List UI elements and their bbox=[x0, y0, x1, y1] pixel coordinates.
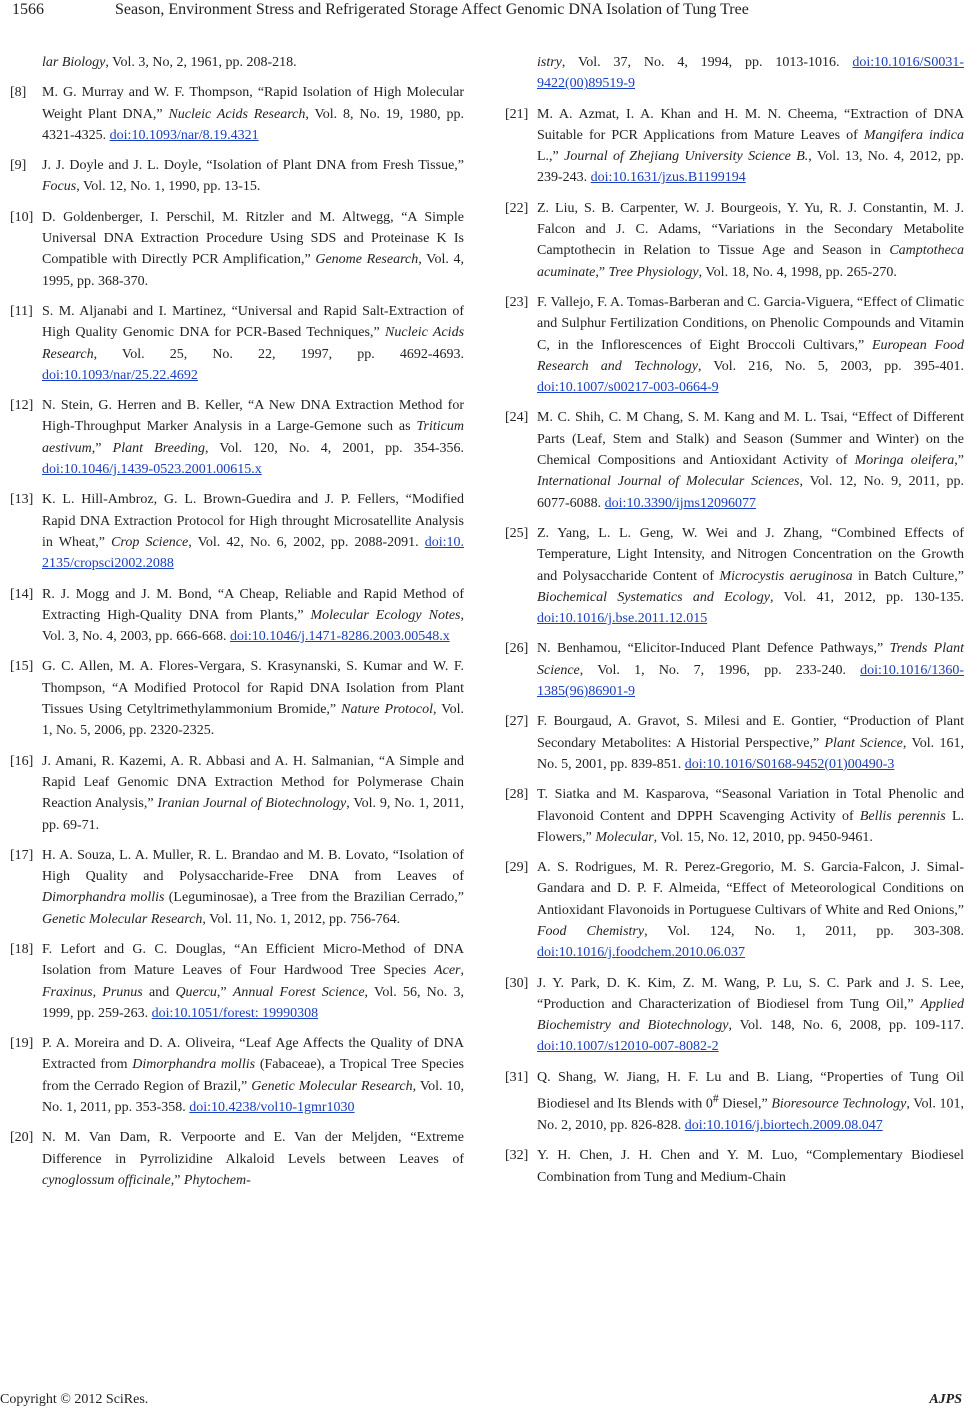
italic-text: Molecular Ecology Notes bbox=[310, 607, 461, 623]
running-title: Season, Environment Stress and Refrigerated Storage Affect Genomic DNA Isolation of Tung Tree bbox=[115, 1, 749, 18]
reference-text: , Vol. 9, No. 1, 2011, pp. 69-71. bbox=[42, 796, 464, 833]
reference-number: [32] bbox=[505, 1148, 529, 1164]
italic-text: Nucleic Acids Research bbox=[42, 325, 465, 362]
doi-link[interactable]: doi:10.1046/j.1439-0523.2001.00615.x bbox=[42, 462, 262, 478]
doi-link[interactable]: doi:10.1046/j.1471-8286.2003.00548.x bbox=[229, 629, 450, 645]
reference-text: , Vol. 161, No. 5, 2001, pp. 839-851. bbox=[537, 735, 964, 772]
doi-link[interactable]: doi:10.1016/j.bse.2011.12.015 bbox=[537, 611, 708, 627]
reference-entry bbox=[10, 1033, 464, 1118]
doi-link[interactable]: doi:10.1093/nar/25.22.4692 bbox=[42, 367, 198, 383]
reference-text: H. A. Souza, L. A. Muller, R. L. Brandao and M. B. Lovato, “Isolation of High Quality and Polysaccharide-Free DNA from Leaves of bbox=[42, 847, 464, 885]
doi-link[interactable]: doi:10.3390/ijms12096077 bbox=[604, 495, 756, 511]
reference-number: [29] bbox=[505, 860, 529, 876]
reference-entry bbox=[10, 584, 464, 648]
reference-entry bbox=[505, 973, 964, 1058]
reference-text: S. M. Aljanabi and I. Martinez, “Universal and Rapid Salt-Extraction of High Quality Genomic DNA for PCR-Based Techniques,” bbox=[42, 303, 464, 341]
reference-entry bbox=[505, 1067, 964, 1137]
reference-entry bbox=[10, 939, 464, 1024]
italic-text: International Journal of Molecular Sciences bbox=[537, 474, 800, 490]
italic-text: cynoglossum officinale bbox=[42, 1172, 171, 1188]
reference-entry bbox=[505, 857, 964, 963]
reference-text: , Vol. 1, No. 7, 1996, pp. 233-240. bbox=[579, 662, 861, 678]
reference-entry bbox=[10, 656, 464, 741]
reference-entry bbox=[10, 207, 464, 292]
italic-text: Plant Breeding bbox=[112, 440, 205, 456]
italic-text: Genome Research bbox=[315, 252, 419, 268]
reference-text: D. Goldenberger, I. Perschil, M. Ritzler and M. Altwegg, “A Simple Universal DNA Extraction Procedure Using SDS and Proteinase K Is Compatible with Directly PCR Amplification,” bbox=[42, 209, 464, 268]
reference-text: Q. Shang, W. Jiang, H. F. Lu and B. Liang, “Properties of Tung Oil Biodiesel and Its Blends with 0 bbox=[537, 1069, 964, 1112]
reference-text: P. A. Moreira and D. A. Oliveira, “Leaf Age Affects the Quality of DNA Extracted from bbox=[42, 1036, 464, 1073]
italic-text: lar Biology bbox=[42, 55, 106, 70]
italic-text: Applied Biochemistry and Biotechnology bbox=[537, 996, 964, 1034]
reference-text: , Vol. 41, 2012, pp. 130-135. bbox=[770, 589, 964, 605]
doi-link[interactable]: doi:10.1051/forest: 19990308 bbox=[151, 1005, 319, 1021]
reference-text: ,” bbox=[216, 984, 233, 1000]
reference-text: G. C. Allen, M. A. Flores-Vergara, S. Krasynanski, S. Kumar and W. F. Thompson, “A Modified Protocol for Rapid DNA Isolation from Plant Tissues Using Cetyltrimethylammonium Bromide,” bbox=[42, 659, 464, 718]
reference-text: , Vol. 101, No. 2, 2010, pp. 826-828. bbox=[537, 1096, 964, 1134]
reference-text: Y. H. Chen, J. H. Chen and Y. M. Luo, “Complementary Biodiesel Combination from Tung and Medium-Chain bbox=[537, 1148, 964, 1185]
reference-text: Z. Yang, L. L. Geng, W. Wei and J. Zhang, “Combined Effects of Temperature, Light Intensity, and Nitrogen Concentration on the Growth and Polysaccharide Content of bbox=[537, 525, 964, 584]
reference-number: [20] bbox=[10, 1130, 34, 1146]
italic-text: Mangifera indica bbox=[863, 127, 964, 143]
doi-link[interactable]: doi:10.1016/1360-1385(96)86901-9 bbox=[537, 662, 964, 700]
reference-number: [15] bbox=[10, 659, 34, 675]
doi-link[interactable]: doi:10.1007/s00217-003-0664-9 bbox=[537, 380, 719, 396]
reference-entry bbox=[10, 52, 464, 73]
reference-text: N. Stein, G. Herren and B. Keller, “A New DNA Extraction Method for High-Throughput Marker Analysis in a Large-Gemone such as bbox=[42, 398, 464, 435]
reference-text: in Batch Culture,” bbox=[852, 568, 964, 584]
doi-link[interactable]: doi:10.1016/j.foodchem.2010.06.037 bbox=[537, 945, 746, 961]
reference-text: , Vol. 216, No. 5, 2003, pp. 395-401. bbox=[697, 358, 964, 374]
reference-entry bbox=[10, 155, 464, 198]
reference-text: , Vol. 25, No. 22, 1997, pp. 4692-4693. bbox=[93, 346, 464, 362]
reference-entry bbox=[505, 52, 964, 95]
reference-number: [18] bbox=[10, 941, 34, 957]
italic-text: Acer bbox=[434, 963, 461, 979]
reference-text: N. Benhamou, “Elicitor-Induced Plant Defence Pathways,” bbox=[537, 641, 890, 657]
reference-text: F. Vallejo, F. A. Tomas-Barberan and C. Garcia-Viguera, “Effect of Climatic and Sulphur Fertilization Conditions, on Phenolic Compounds and Vitamin C, in the Inflorescences of Eight Broccoli Cultivars,” bbox=[537, 294, 964, 353]
reference-text: (Fabaceae), a Tropical Tree Species from the Cerrado Region of Brazil,” bbox=[42, 1057, 464, 1094]
reference-text: M. C. Shih, C. M Chang, S. M. Kang and M. L. Tsai, “Effect of Different Parts (Leaf, Stem and Stalk) and Season (Summer and Winter) on the Chemical Compositions and Antioxidant Activity of bbox=[537, 410, 964, 469]
reference-text: , Vol. 15, No. 12, 2010, pp. 9450-9461. bbox=[653, 829, 873, 845]
italic-text: Food Chemistry bbox=[537, 923, 645, 939]
reference-text: , Vol. 3, No, 2, 1961, pp. 208-218. bbox=[105, 55, 297, 70]
reference-entry bbox=[505, 198, 964, 283]
reference-number: [22] bbox=[505, 200, 529, 216]
reference-number: [16] bbox=[10, 753, 34, 769]
reference-text: Z. Liu, S. B. Carpenter, W. J. Bourgeois, Y. Yu, R. J. Constantin, M. J. Falcon and J. C. Adams, “Variations in the Secondary Metabolite Camptothecin in Relation to Tissue Age and Season in bbox=[537, 200, 964, 259]
reference-entry bbox=[10, 1127, 464, 1191]
reference-number: [31] bbox=[505, 1069, 529, 1085]
reference-entry bbox=[10, 845, 464, 930]
reference-number: [19] bbox=[10, 1036, 34, 1052]
reference-text: N. M. Van Dam, R. Verpoorte and E. Van der Meljden, “Extreme Difference in Pyrrolizidine Alkaloid Levels between Leaves of bbox=[42, 1130, 464, 1167]
italic-text: European Food Research and Technology bbox=[537, 337, 965, 374]
reference-entry bbox=[505, 638, 964, 702]
superscript: # bbox=[712, 1092, 719, 1106]
copyright-notice: Copyright © 2012 SciRes. bbox=[0, 1392, 149, 1407]
reference-number: [11] bbox=[10, 303, 33, 319]
references-right-column bbox=[505, 52, 964, 1188]
reference-text: ,” bbox=[954, 453, 964, 469]
reference-text: , Vol. 8, No. 19, 1980, pp. 4321-4325. bbox=[42, 106, 465, 143]
journal-abbreviation: AJPS bbox=[929, 1392, 962, 1407]
reference-entry bbox=[505, 407, 964, 513]
italic-text: Genetic Molecular Research bbox=[42, 911, 203, 927]
reference-text: , Vol. 13, No. 4, 2012, pp. 239-243. bbox=[537, 149, 964, 186]
reference-entry bbox=[10, 82, 464, 146]
reference-text: J. Amani, R. Kazemi, A. R. Abbasi and A. H. Salmanian, “A Simple and Rapid Leaf Genomic DNA Extraction Method for Polymerase Chain Reaction Analysis,” bbox=[42, 753, 464, 812]
italic-text: Microcystis aeruginosa bbox=[719, 568, 853, 584]
reference-entry bbox=[505, 292, 964, 398]
reference-number: [30] bbox=[505, 975, 529, 991]
reference-text: , Vol. 37, No. 4, 1994, pp. 1013-1016. bbox=[561, 55, 853, 70]
page-footer bbox=[0, 1392, 968, 1414]
italic-text: Camptotheca acuminate bbox=[537, 243, 964, 280]
reference-text: , Vol. 4, 1995, pp. 368-370. bbox=[42, 252, 465, 289]
italic-text: Plant Science bbox=[824, 735, 903, 751]
reference-number: [10] bbox=[10, 209, 34, 225]
italic-text: Focus bbox=[42, 179, 77, 195]
italic-text: Phytochem- bbox=[183, 1172, 251, 1188]
reference-text: , Vol. 3, No. 4, 2003, pp. 666-668. bbox=[42, 607, 465, 645]
italic-text: Journal of Zhejiang University Science B. bbox=[564, 149, 809, 165]
reference-text: L. Flowers,” bbox=[537, 808, 964, 845]
reference-number: [27] bbox=[505, 714, 529, 730]
italic-text: Prunus bbox=[102, 984, 143, 1000]
reference-entry bbox=[10, 301, 464, 386]
italic-text: Fraxinus bbox=[42, 984, 93, 1000]
reference-text: , Vol. 10, No. 1, 2011, pp. 353-358. bbox=[42, 1078, 464, 1116]
reference-text: M. G. Murray and W. F. Thompson, “Rapid Isolation of High Molecular Weight Plant DNA,” bbox=[42, 85, 464, 122]
reference-number: [13] bbox=[10, 492, 34, 508]
doi-link[interactable]: doi:10.1631/jzus.B1199194 bbox=[590, 170, 746, 186]
reference-text: , Vol. 42, No. 6, 2002, pp. 2088-2091. bbox=[188, 534, 425, 550]
reference-text: K. L. Hill-Ambroz, G. L. Brown-Guedira and J. P. Fellers, “Modified Rapid DNA Extraction Protocol for High throught Microsatellite Analysis in Wheat,” bbox=[42, 492, 464, 550]
reference-text: ,” bbox=[595, 264, 609, 280]
italic-text: Bioresource Technology bbox=[771, 1096, 907, 1112]
reference-number: [25] bbox=[505, 525, 529, 541]
italic-text: Quercu bbox=[175, 984, 217, 1000]
doi-link[interactable]: doi:10. 2135/cropsci2002.2088 bbox=[42, 534, 465, 572]
reference-text: ,” bbox=[91, 440, 113, 456]
reference-text: and bbox=[142, 984, 176, 1000]
reference-text: (Leguminosae), a Tree from the Brazilian Cerrado,” bbox=[164, 890, 464, 906]
reference-text: F. Bourgaud, A. Gravot, S. Milesi and E. Gontier, “Production of Plant Secondary Metabolites: A Historial Perspective,” bbox=[537, 714, 964, 751]
reference-number: [9] bbox=[10, 158, 27, 174]
italic-text: Dimorphandra mollis bbox=[132, 1057, 256, 1073]
reference-entry bbox=[505, 523, 964, 629]
reference-text: , Vol. 11, No. 1, 2012, pp. 756-764. bbox=[202, 911, 401, 927]
reference-text: Diesel,” bbox=[718, 1096, 772, 1112]
italic-text: Bellis perennis bbox=[859, 808, 946, 824]
reference-text: , bbox=[92, 984, 103, 1000]
reference-number: [12] bbox=[10, 398, 34, 414]
doi-link[interactable]: doi:10.1016/j.biortech.2009.08.047 bbox=[684, 1118, 883, 1134]
italic-text: Molecular bbox=[595, 829, 654, 845]
reference-text: , Vol. 124, No. 1, 2011, pp. 303-308. bbox=[644, 923, 964, 939]
doi-link[interactable]: doi:10.1007/s12010-007-8082-2 bbox=[537, 1039, 719, 1055]
italic-text: Dimorphandra mollis bbox=[42, 890, 165, 906]
doi-link[interactable]: doi:10.4238/vol10-1gmr1030 bbox=[189, 1100, 355, 1116]
reference-entry bbox=[505, 1145, 964, 1188]
reference-text: , Vol. 56, No. 3, 1999, pp. 259-263. bbox=[42, 984, 465, 1021]
reference-entry bbox=[10, 489, 464, 574]
reference-number: [8] bbox=[10, 85, 27, 101]
references-left-column bbox=[10, 52, 464, 1191]
page-header bbox=[0, 0, 968, 28]
reference-text: , Vol. 148, No. 6, 2008, pp. 109-117. bbox=[728, 1018, 964, 1034]
reference-entry bbox=[10, 395, 464, 480]
reference-number: [24] bbox=[505, 410, 529, 426]
reference-text: J. J. Doyle and J. L. Doyle, “Isolation of Plant DNA from Fresh Tissue,” bbox=[42, 158, 464, 174]
reference-number: [17] bbox=[10, 847, 34, 863]
reference-number: [14] bbox=[10, 586, 34, 602]
italic-text: Triticum aestivum bbox=[42, 419, 464, 456]
reference-text: , Vol. 120, No. 4, 2001, pp. 354-356. bbox=[205, 440, 465, 456]
italic-text: istry bbox=[537, 55, 562, 70]
reference-number: [23] bbox=[505, 294, 529, 310]
reference-text: T. Siatka and M. Kasparova, “Seasonal Variation in Total Phenolic and Flavonoid Content and DPPH Scavenging Activity of bbox=[537, 787, 964, 824]
doi-link[interactable]: doi:10.1016/S0031-9422(00)89519-9 bbox=[537, 55, 964, 92]
doi-link[interactable]: doi:10.1016/S0168-9452(01)00490-3 bbox=[684, 756, 895, 772]
italic-text: Genetic Molecular Research bbox=[251, 1078, 413, 1094]
reference-text: A. S. Rodrigues, M. R. Perez-Gregorio, M. S. Garcia-Falcon, J. Simal-Gandara and D. P. F. Almeida, “Effect of Meteorological Conditions on Antioxidant Flavonoids in Portuguese Cultivars of White and Red Onions,” bbox=[537, 860, 964, 918]
reference-number: [26] bbox=[505, 641, 529, 657]
reference-text: , Vol. 18, No. 4, 1998, pp. 265-270. bbox=[698, 264, 897, 280]
reference-text: , Vol. 12, No. 1, 1990, pp. 13-15. bbox=[76, 179, 261, 195]
italic-text: Biochemical Systematics and Ecology bbox=[537, 589, 770, 605]
reference-entry bbox=[505, 711, 964, 775]
page-number: 1566 bbox=[12, 1, 44, 18]
reference-entry bbox=[505, 104, 964, 189]
italic-text: Crop Science bbox=[111, 534, 189, 550]
reference-text: J. Y. Park, D. K. Kim, Z. M. Wang, P. Lu, S. C. Park and J. S. Lee, “Production and Characterization of Biodiesel from Tung Oil,” bbox=[537, 975, 964, 1012]
reference-number: [28] bbox=[505, 787, 529, 803]
reference-entry bbox=[10, 751, 464, 836]
reference-text: M. A. Azmat, I. A. Khan and H. M. N. Cheema, “Extraction of DNA Suitable for PCR Applications from Mature Leaves of bbox=[537, 106, 964, 143]
italic-text: Trends Plant Science bbox=[537, 641, 964, 678]
doi-link[interactable]: doi:10.1093/nar/8.19.4321 bbox=[109, 127, 259, 143]
reference-number: [21] bbox=[505, 106, 529, 122]
reference-text: R. J. Mogg and J. M. Bond, “A Cheap, Reliable and Rapid Method of Extracting High-Quality DNA from Plants,” bbox=[42, 586, 464, 623]
reference-text: , bbox=[460, 963, 464, 979]
italic-text: Tree Physiology bbox=[608, 264, 699, 280]
italic-text: Nucleic Acids Research bbox=[168, 106, 306, 122]
reference-text: F. Lefort and G. C. Douglas, “An Efficient Micro-Method of DNA Isolation from Mature Leaves of Four Hardwood Tree Species bbox=[42, 941, 464, 979]
reference-text: , Vol. 1, No. 5, 2006, pp. 2320-2325. bbox=[42, 702, 465, 739]
reference-text: , Vol. 12, No. 9, 2011, pp. 6077-6088. bbox=[537, 474, 964, 511]
reference-text: ,” bbox=[170, 1172, 184, 1188]
italic-text: Annual Forest Science bbox=[232, 984, 365, 1000]
reference-text: L.,” bbox=[537, 149, 565, 165]
italic-text: Nature Protocol bbox=[341, 702, 434, 718]
reference-entry bbox=[505, 784, 964, 848]
italic-text: Iranian Journal of Biotechnology bbox=[157, 796, 347, 812]
italic-text: Moringa oleifera bbox=[854, 453, 955, 469]
